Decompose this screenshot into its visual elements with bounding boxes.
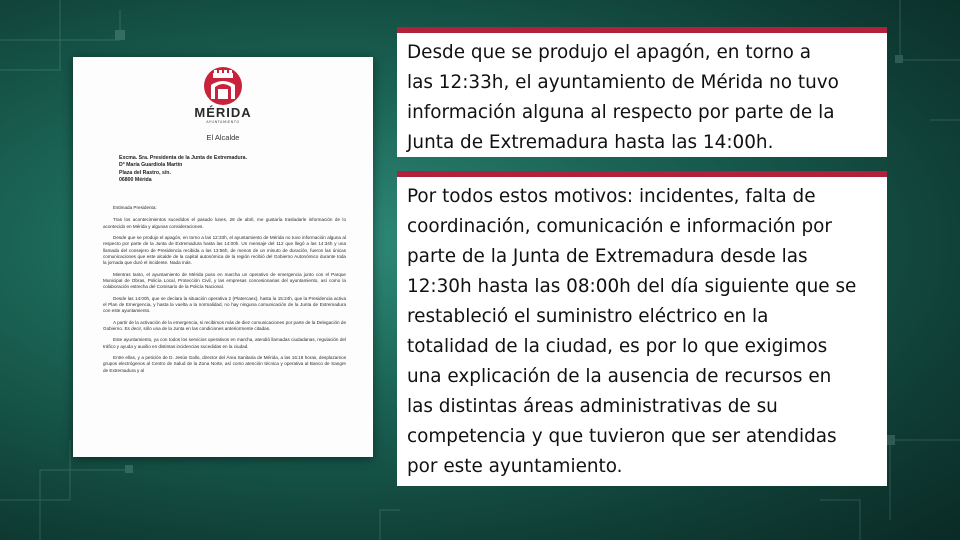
quote-line: competencia y que tuvieron que ser atendidas — [407, 426, 837, 447]
quote-line: totalidad de la ciudad, es por lo que exigimos — [407, 336, 828, 357]
quote-line: las distintas áreas administrativas de su — [407, 396, 778, 417]
quote-text — [407, 182, 877, 482]
quote-text — [407, 38, 877, 158]
quote-line: Junta de Extremadura hasta las 14:00h. — [407, 132, 774, 153]
quote-panel-bottom — [397, 171, 887, 486]
document-paragraph: Entre ellas, y a petición de D. Jesús Gallo, director del Área Sanitaria de Mérida, a las 16:18 horas, desplazamos grupos electrógenos al Centro de Salud de la Zona Norte, así como atención técnica y operativa al Banco de Sangre de Extremadura y al — [103, 354, 346, 373]
document-city-subtitle: AYUNTAMIENTO — [206, 120, 240, 124]
quote-line: información alguna al respecto por parte de la — [407, 102, 835, 123]
address-line: Dª María Guardiola Martín — [119, 162, 183, 169]
quote-line: 12:30h hasta las 08:00h del día siguiente que se — [407, 276, 857, 297]
address-line: Excma. Sra. Presidenta de la Junta de Extremadura. — [119, 155, 248, 161]
document-paragraph: A partir de la activación de la emergencia, si recibimos más de diez comunicaciones por parte de la Delegación de Gobierno. Es decir, sólo una de la Junta en las condiciones anteriormente citadas. — [103, 319, 346, 331]
document-paragraph: Mientras tanto, el ayuntamiento de Mérida puso en marcha un operativo de emergencia junto con el Parque Municipal de Obras, Policía Local, Protección Civil, y las empresas concesionarias del ayuntamiento, así como la colaboración estrecha del Comisario de la Policía Nacional. — [103, 271, 346, 290]
quote-line: por este ayuntamiento. — [407, 456, 623, 477]
document-sender: El Alcalde — [206, 133, 240, 142]
quote-line: una explicación de la ausencia de recursos en — [407, 366, 832, 387]
document-body — [103, 205, 346, 379]
quote-line: parte de la Junta de Extremadura desde las — [407, 246, 808, 267]
quote-line: coordinación, comunicación e información por — [407, 216, 832, 237]
letter-document — [73, 57, 373, 457]
merida-crest-logo — [203, 65, 243, 107]
document-city-name: MÉRIDA — [194, 105, 252, 120]
document-greeting: Estimada Presidenta: — [113, 205, 157, 210]
document-paragraph: Desde las 14:00h, que se declara la situación operativa 2 (Platercaex), hasta la 15:24h, que la Presidencia activa el Plan de Emergencia, y hasta la vuelta a la normalidad, no hay ninguna comunicación de la Junta de Extremadura con este ayuntamiento. — [103, 295, 346, 314]
quote-line: Por todos estos motivos: incidentes, falta de — [407, 186, 816, 207]
address-line: 06800 Mérida — [119, 177, 152, 184]
document-address-block — [119, 155, 349, 185]
document-paragraph: Tras los acontecimientos sucedidos el pasado lunes, 28 de abril, me gustaría trasladarle información de lo acontecido en Mérida y algunas consideraciones. — [103, 217, 346, 229]
quote-line: restableció el suministro eléctrico en la — [407, 306, 769, 327]
quote-panel-top — [397, 27, 887, 157]
address-line: Plaza del Rastro, s/n. — [119, 169, 171, 176]
quote-line: las 12:33h, el ayuntamiento de Mérida no tuvo — [407, 72, 839, 93]
quote-line: Desde que se produjo el apagón, en torno a — [407, 42, 812, 63]
document-paragraph: Este ayuntamiento, ya con todos los servicios operativos en marcha, atendió llamadas ciudadanas, regulación del tráfico y ayuda y auxilio en distintas incidencias sucedidas en la ciudad. — [103, 337, 346, 349]
document-paragraph: Desde que se produjo el apagón, en torno a las 12:33h, el ayuntamiento de Mérida no tuvo información alguna al respecto por parte de la Junta de Extremadura hasta las 14:00h. Un mensaje del 112 que llegó a las 14:34h y una llamada del consejero de Presidencia recibida a las 13:56h, de menos de un minuto de duración, fueron las únicas comunicaciones que este alcalde de la capital autonómica de la región recibió del Gobierno Autonómico durante toda la jornada que duró el incidente. Nada más. — [103, 234, 346, 266]
